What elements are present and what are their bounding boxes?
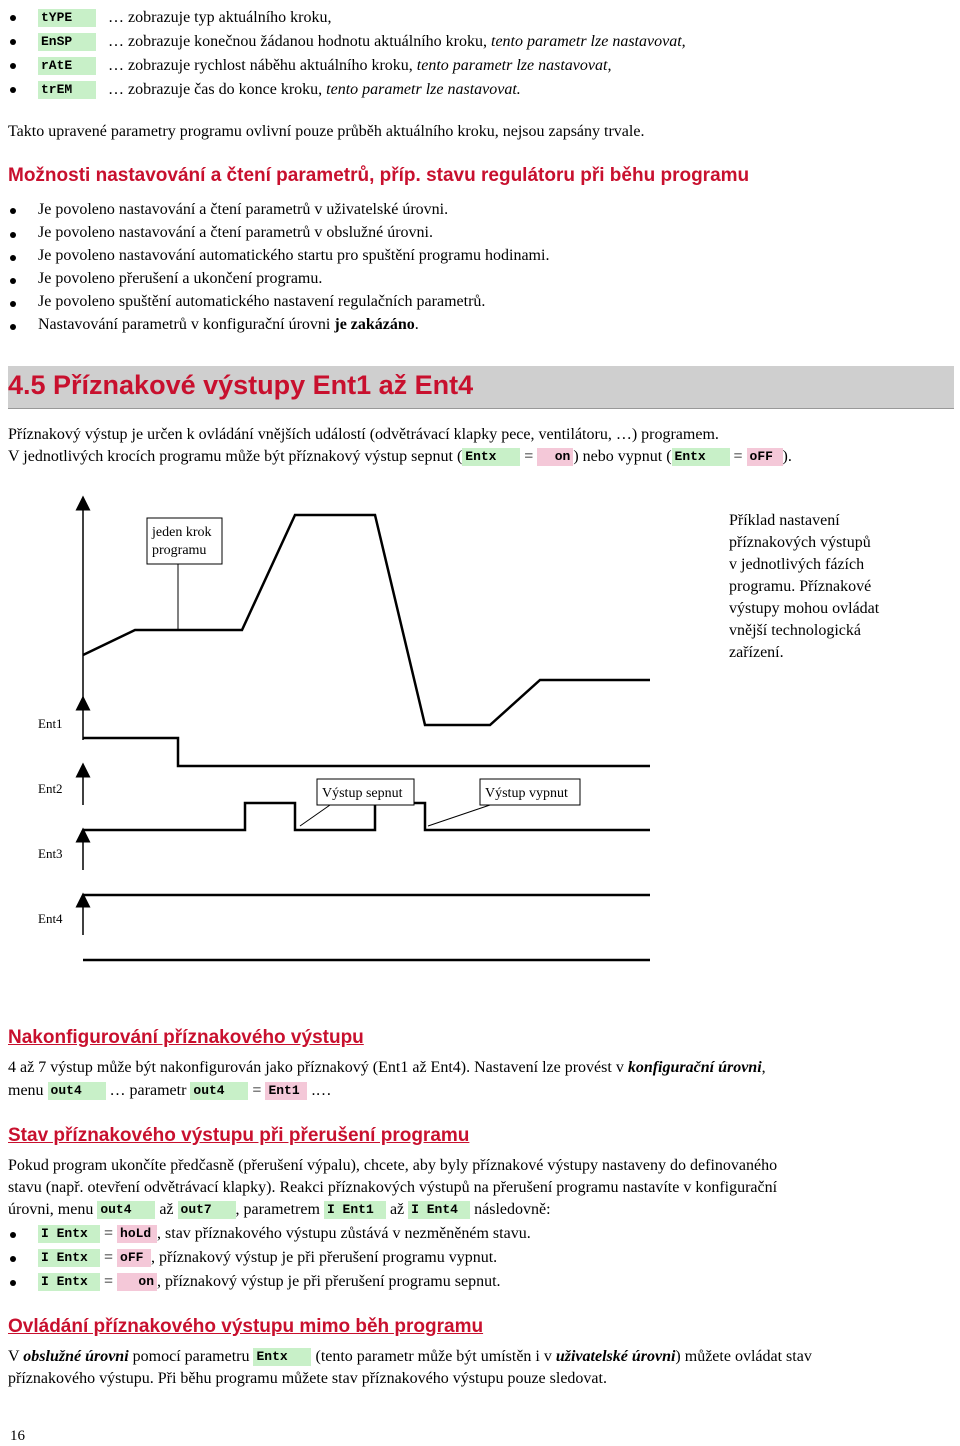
param-value: hoLd	[117, 1225, 157, 1243]
item-text: … zobrazuje typ aktuálního kroku,	[108, 9, 332, 26]
text: V jednotlivých krocích programu může být příznakový výstup sepnut (	[8, 448, 463, 465]
text: menu	[8, 1082, 48, 1099]
text: .…	[307, 1082, 332, 1099]
section3-line2: stavu (např. otevření odvětrávací klapky). Reakci příznakových výstupů na přerušení programu nastavíte v konfigurační	[8, 1179, 778, 1196]
item-text: … zobrazuje čas do konce kroku,	[108, 81, 327, 98]
text: =	[100, 1273, 118, 1290]
step-label-line2: programu	[152, 543, 207, 558]
text: (tento parametr může být umístěn i v	[311, 1348, 556, 1365]
text: ) můžete ovládat stav	[675, 1348, 812, 1365]
param-value: on	[537, 448, 573, 466]
text: V	[8, 1348, 24, 1365]
bullet	[10, 208, 16, 214]
text: zařízení.	[729, 644, 784, 661]
example-description	[729, 510, 879, 664]
intro-paragraph: Takto upravené parametry programu ovlivní pouze průběh aktuálního kroku, nejsou zapsány trvale.	[8, 123, 645, 140]
text: Příklad nastavení	[729, 512, 840, 529]
item-text: … zobrazuje konečnou žádanou hodnotu aktuálního kroku,	[108, 33, 491, 50]
param-code: out4	[48, 1082, 106, 1100]
list-item	[38, 314, 419, 336]
output-off-connector	[428, 805, 490, 826]
list-item: Je povoleno přerušení a ukončení programu.	[38, 270, 323, 287]
text-bold-italic: uživatelské úrovni	[555, 1348, 676, 1365]
text: následovně:	[470, 1201, 551, 1218]
list-item	[38, 7, 332, 29]
text: výstupy mohou ovládat	[729, 600, 880, 617]
bullet	[10, 301, 16, 307]
param-code: Entx	[462, 448, 520, 466]
param-value: oFF	[117, 1249, 151, 1267]
param-code: I Entx	[38, 1225, 100, 1243]
list-item: Je povoleno nastavování automatického startu pro spuštění programu hodinami.	[38, 247, 550, 264]
text: vnější technologická	[729, 622, 861, 639]
step-label-line1: jeden krok	[152, 525, 212, 540]
section-heading: Nakonfigurování příznakového výstupu	[8, 1027, 364, 1048]
list-item	[38, 1223, 531, 1245]
chapter-paragraph-line1: Příznakový výstup je určen k ovládání vnějších událostí (odvětrávací klapky pece, ventilátoru, …) programem.	[8, 426, 719, 443]
param-code: out7	[178, 1201, 236, 1219]
chapter-paragraph-line2	[8, 446, 792, 468]
section-heading: Ovládání příznakového výstupu mimo běh programu	[8, 1316, 484, 1337]
text-bold-italic: obslužné úrovni	[23, 1348, 129, 1365]
output-on-label: Výstup sepnut	[322, 786, 403, 801]
text: ) nebo vypnut (	[573, 448, 672, 465]
text: ).	[782, 448, 792, 465]
item-italic: tento parametr lze nastavovat,	[416, 57, 612, 74]
ent2-signal	[83, 803, 650, 830]
section2-line2	[8, 1080, 331, 1102]
section3-line3	[8, 1199, 551, 1221]
bullet	[10, 232, 16, 238]
text: =	[248, 1082, 266, 1099]
text: , parametrem	[235, 1201, 324, 1218]
text: příznakových výstupů	[729, 534, 871, 551]
text-bold-italic: konfigurační úrovni	[627, 1059, 762, 1076]
item-text: … zobrazuje rychlost náběhu aktuálního kroku,	[108, 57, 417, 74]
bullet	[10, 324, 16, 330]
list-item	[38, 1271, 501, 1293]
item-text: Nastavování parametrů v konfigurační úrovni	[38, 316, 335, 333]
text: úrovni, menu	[8, 1201, 98, 1218]
bullet	[10, 1232, 16, 1238]
output-on-connector	[300, 805, 330, 826]
list-item: Je povoleno spuštění automatického nastavení regulačních parametrů.	[38, 293, 486, 310]
bullet	[10, 63, 16, 69]
param-code: rAtE	[38, 57, 96, 75]
param-code: Entx	[672, 448, 730, 466]
section4-line1	[8, 1346, 812, 1368]
output-off-label: Výstup vypnut	[485, 786, 568, 801]
param-code: I Entx	[38, 1249, 100, 1267]
list-item	[38, 31, 686, 53]
section3-line1: Pokud program ukončíte předčasně (přerušení výpalu), chcete, aby byly příznakové výstupy nastaveny do definovaného	[8, 1157, 778, 1174]
bullet	[10, 87, 16, 93]
text: až	[385, 1201, 409, 1218]
text: až	[155, 1201, 178, 1218]
bullet	[10, 39, 16, 45]
param-value: Ent1	[265, 1082, 307, 1100]
param-code: I Ent1	[324, 1201, 386, 1219]
param-code: I Ent4	[408, 1201, 470, 1219]
param-code: I Entx	[38, 1273, 100, 1291]
text: =	[100, 1225, 118, 1242]
param-value: oFF	[747, 448, 783, 466]
text: ,	[761, 1059, 766, 1076]
section4-line2: příznakového výstupu. Při běhu programu můžete stav příznakového výstupu pouze sledovat.	[8, 1370, 607, 1387]
section2-line1	[8, 1057, 766, 1079]
channel-label-ent4: Ent4	[38, 911, 63, 926]
item-italic: tento parametr lze nastavovat.	[326, 81, 521, 98]
list-item: Je povoleno nastavování a čtení parametrů v obslužné úrovni.	[38, 224, 433, 241]
item-bold: je zakázáno	[334, 316, 415, 333]
channel-label-ent3: Ent3	[38, 846, 63, 861]
param-code: out4	[190, 1082, 248, 1100]
text: , stav příznakového výstupu zůstává v nezměněném stavu.	[157, 1225, 531, 1242]
ent1-signal	[83, 738, 650, 766]
text: =	[733, 448, 743, 465]
bullet	[10, 1256, 16, 1262]
text: =	[100, 1249, 118, 1266]
bullet	[10, 255, 16, 261]
param-code: Entx	[253, 1348, 311, 1366]
param-code: tYPE	[38, 9, 96, 27]
text: … parametr	[105, 1082, 191, 1099]
list-item	[38, 55, 611, 77]
chapter-banner	[8, 366, 954, 409]
list-item	[38, 79, 521, 101]
param-code: trEM	[38, 81, 96, 99]
list-item: Je povoleno nastavování a čtení parametrů v uživatelské úrovni.	[38, 201, 449, 218]
item-italic: tento parametr lze nastavovat,	[491, 33, 686, 50]
text: v jednotlivých fázích	[729, 556, 865, 573]
text: , příznakový výstup je při přerušení programu vypnut.	[151, 1249, 498, 1266]
section-heading: Možnosti nastavování a čtení parametrů, příp. stavu regulátoru při běhu programu	[8, 165, 750, 186]
section-heading: Stav příznakového výstupu při přerušení programu	[8, 1125, 470, 1146]
param-value: on	[117, 1273, 157, 1291]
bullet	[10, 1280, 16, 1286]
list-item	[38, 1247, 497, 1269]
item-text: .	[414, 316, 419, 333]
page-number: 16	[10, 1428, 25, 1444]
text: programu. Příznakové	[729, 578, 872, 595]
channel-label-ent1: Ent1	[38, 716, 63, 731]
bullet	[10, 15, 16, 21]
text: 4 až 7 výstup může být nakonfigurován jako příznakový (Ent1 až Ent4). Nastavení lze provést v	[8, 1059, 628, 1076]
text: =	[524, 448, 534, 465]
bullet	[10, 278, 16, 284]
param-code: EnSP	[38, 33, 96, 51]
chapter-title: 4.5 Příznakové výstupy Ent1 až Ent4	[8, 370, 474, 400]
text: pomocí parametru	[128, 1348, 254, 1365]
text: , příznakový výstup je při přerušení programu sepnut.	[157, 1273, 501, 1290]
param-code: out4	[97, 1201, 155, 1219]
channel-label-ent2: Ent2	[38, 781, 63, 796]
